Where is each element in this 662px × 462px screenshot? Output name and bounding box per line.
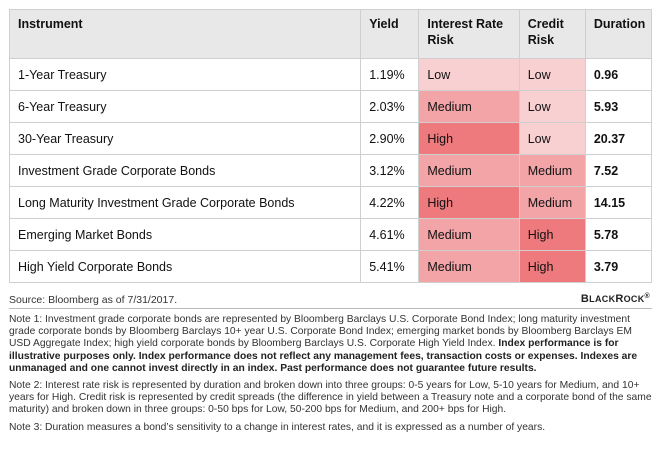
- interest-rate-risk-cell: Low: [419, 59, 519, 91]
- credit-risk-cell: High: [519, 219, 585, 251]
- header-interest-rate-risk: Interest Rate Risk: [419, 10, 519, 59]
- footnotes: [9, 314, 652, 439]
- table-header-row: [10, 10, 652, 59]
- table-row: [10, 251, 652, 283]
- yield-cell: 2.03%: [361, 91, 419, 123]
- table-row: [10, 219, 652, 251]
- note-1-text: Note 1: Investment grade corporate bonds are represented by Bloomberg Barclays U.S. Corporate Bond Index; long maturity investment grade corporate bonds by Bloomberg Barclays 10+ year U.S. Corporate Bond Index; emerging market bonds by Bloomberg Barclays EM USD Aggregate Index; high yield corporate bonds by Bloomberg Barclays U.S. Corporate High Yield Index.: [9, 314, 632, 350]
- bond-comparison-table-wrapper: [9, 9, 652, 283]
- duration-cell: 14.15: [585, 187, 651, 219]
- interest-rate-risk-cell: Medium: [419, 155, 519, 187]
- interest-rate-risk-cell: Medium: [419, 219, 519, 251]
- interest-rate-risk-cell: Medium: [419, 91, 519, 123]
- duration-cell: 5.78: [585, 219, 651, 251]
- interest-rate-risk-cell: Medium: [419, 251, 519, 283]
- header-instrument: Instrument: [10, 10, 361, 59]
- instrument-cell: 30-Year Treasury: [10, 123, 361, 155]
- table-row: [10, 123, 652, 155]
- header-yield: Yield: [361, 10, 419, 59]
- duration-cell: 7.52: [585, 155, 651, 187]
- duration-cell: 20.37: [585, 123, 651, 155]
- duration-cell: 5.93: [585, 91, 651, 123]
- note-1: [9, 314, 652, 375]
- yield-cell: 2.90%: [361, 123, 419, 155]
- yield-cell: 5.41%: [361, 251, 419, 283]
- duration-cell: 0.96: [585, 59, 651, 91]
- blackrock-logo: BLACKROCK®: [580, 293, 650, 305]
- credit-risk-cell: Low: [519, 123, 585, 155]
- credit-risk-cell: Medium: [519, 155, 585, 187]
- instrument-cell: Emerging Market Bonds: [10, 219, 361, 251]
- interest-rate-risk-cell: High: [419, 123, 519, 155]
- instrument-cell: 1-Year Treasury: [10, 59, 361, 91]
- yield-cell: 1.19%: [361, 59, 419, 91]
- credit-risk-cell: Medium: [519, 187, 585, 219]
- yield-cell: 4.61%: [361, 219, 419, 251]
- note-1-disclaimer: Index performance is for illustrative purposes only. Index performance does not reflect any management fees, transaction costs or expenses. Indexes are unmanaged and one cannot invest directly in an index. Past performance does not guarantee future results.: [9, 338, 638, 374]
- table-body: [10, 59, 652, 283]
- duration-cell: 3.79: [585, 251, 651, 283]
- note-3: Note 3: Duration measures a bond’s sensitivity to a change in interest rates, and it is expressed as a number of years.: [9, 421, 546, 433]
- instrument-cell: Investment Grade Corporate Bonds: [10, 155, 361, 187]
- source-note: Source: Bloomberg as of 7/31/2017.: [9, 294, 178, 306]
- yield-cell: 3.12%: [361, 155, 419, 187]
- table-row: [10, 187, 652, 219]
- instrument-cell: Long Maturity Investment Grade Corporate Bonds: [10, 187, 361, 219]
- note-2: Note 2: Interest rate risk is represented by duration and broken down into three groups: 0-5 years for Low, 5-10 years for Medium, and 10+ years for High. Credit risk is represented by credit spreads (the difference in yield between a Treasury note and a corporate bond of the same maturity) and broken down in three groups: 0-50 bps for Low, 50-200 bps for Medium, and 200+ bps for High.: [9, 380, 652, 416]
- instrument-cell: High Yield Corporate Bonds: [10, 251, 361, 283]
- header-duration: Duration: [585, 10, 651, 59]
- credit-risk-cell: High: [519, 251, 585, 283]
- bond-comparison-table: [9, 9, 652, 283]
- table-row: [10, 155, 652, 187]
- table-row: [10, 59, 652, 91]
- divider: [9, 308, 652, 309]
- instrument-cell: 6-Year Treasury: [10, 91, 361, 123]
- credit-risk-cell: Low: [519, 59, 585, 91]
- credit-risk-cell: Low: [519, 91, 585, 123]
- header-credit-risk: Credit Risk: [519, 10, 585, 59]
- yield-cell: 4.22%: [361, 187, 419, 219]
- table-row: [10, 91, 652, 123]
- interest-rate-risk-cell: High: [419, 187, 519, 219]
